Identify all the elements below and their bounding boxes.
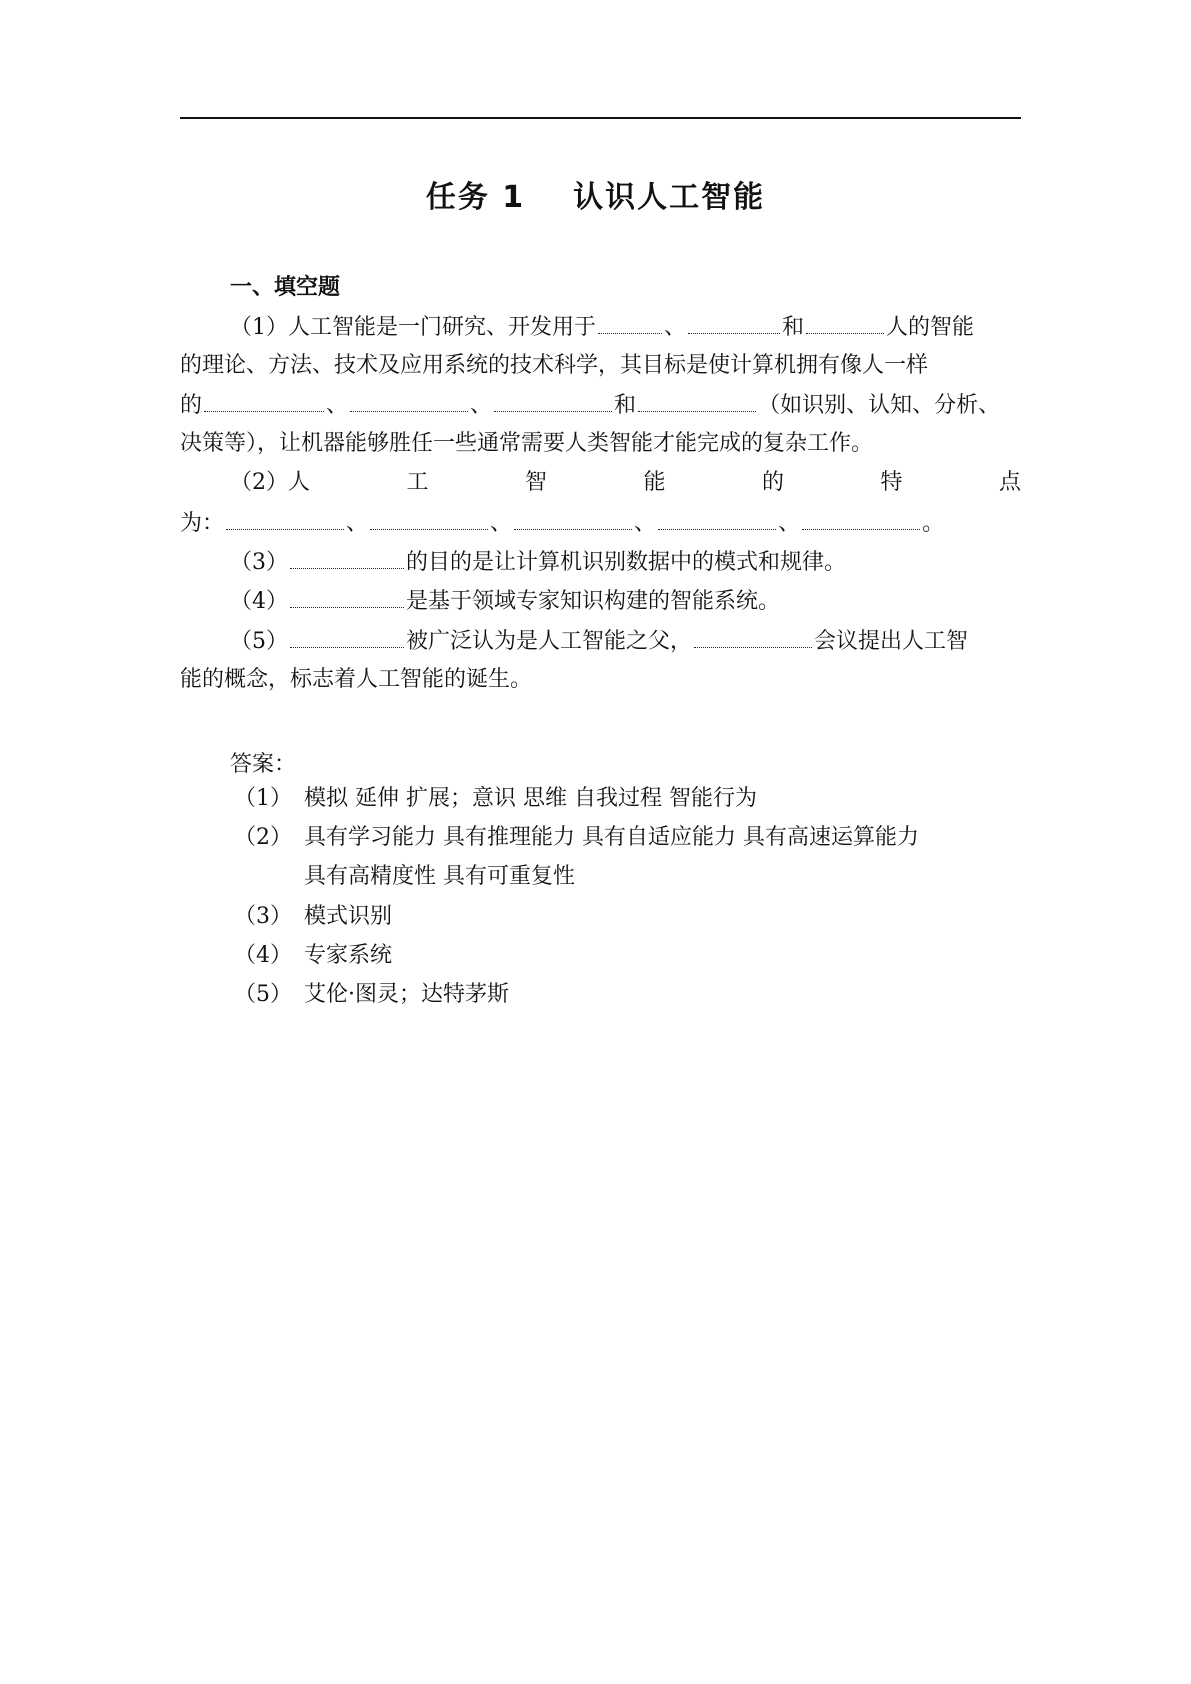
blank[interactable] [204, 391, 324, 412]
question-3: （3） 的目的是让计算机识别数据中的模式和规律。 [230, 550, 847, 575]
question-5-line-1: （5） 被广泛认为是人工智能之父， 会议提出人工智 [230, 629, 969, 654]
blank[interactable] [658, 509, 776, 530]
question-5-line-2: 能的概念，标志着人工智能的诞生。 [180, 667, 533, 692]
question-4: （4） 是基于领域专家知识构建的智能系统。 [230, 589, 781, 614]
question-2-line-1: （2）人 工 智 能 的 特 点 [230, 470, 1021, 495]
blank[interactable] [290, 587, 404, 608]
blank[interactable] [802, 509, 920, 530]
blank[interactable] [290, 627, 404, 648]
answer-item: （4） 专家系统 [234, 943, 393, 968]
question-1-line-1: （1）人工智能是一门研究、开发用于 、 和 人的智能 [230, 315, 975, 340]
blank[interactable] [638, 391, 756, 412]
blank[interactable] [226, 509, 344, 530]
answer-item: （5） 艾伦·图灵；达特茅斯 [234, 982, 509, 1007]
title-task-number: 任务 1 [425, 180, 526, 215]
section-heading: 一、填空题 [230, 275, 341, 300]
question-1-line-4: 决策等），让机器能够胜任一些通常需要人类智能才能完成的复杂工作。 [180, 431, 874, 456]
title-text: 认识人工智能 [573, 180, 766, 215]
blank[interactable] [494, 391, 612, 412]
blank[interactable] [370, 509, 488, 530]
blank[interactable] [806, 313, 884, 334]
header-rule [180, 117, 1021, 119]
answer-item: （1） 模拟 延伸 扩展；意识 思维 自我过程 智能行为 [234, 786, 757, 811]
answer-item: （2） 具有学习能力 具有推理能力 具有自适应能力 具有高速运算能力 [234, 825, 919, 850]
page-title [0, 172, 1191, 216]
blank[interactable] [514, 509, 632, 530]
answer-item: （3） 模式识别 [234, 904, 393, 929]
blank[interactable] [694, 627, 812, 648]
question-2-line-2: 为： 、 、 、 、 。 [180, 511, 945, 536]
question-1-line-3: 的 、 、 和 （如识别、认知、分析、 [180, 393, 1001, 418]
question-1-line-2: 的理论、方法、技术及应用系统的技术科学，其目标是使计算机拥有像人一样 [180, 353, 929, 378]
blank[interactable] [598, 313, 662, 334]
blank[interactable] [688, 313, 780, 334]
blank[interactable] [290, 548, 404, 569]
blank[interactable] [350, 391, 468, 412]
answer-item-continuation: 具有高精度性 具有可重复性 [304, 864, 575, 889]
answers-label: 答案： [230, 752, 297, 777]
